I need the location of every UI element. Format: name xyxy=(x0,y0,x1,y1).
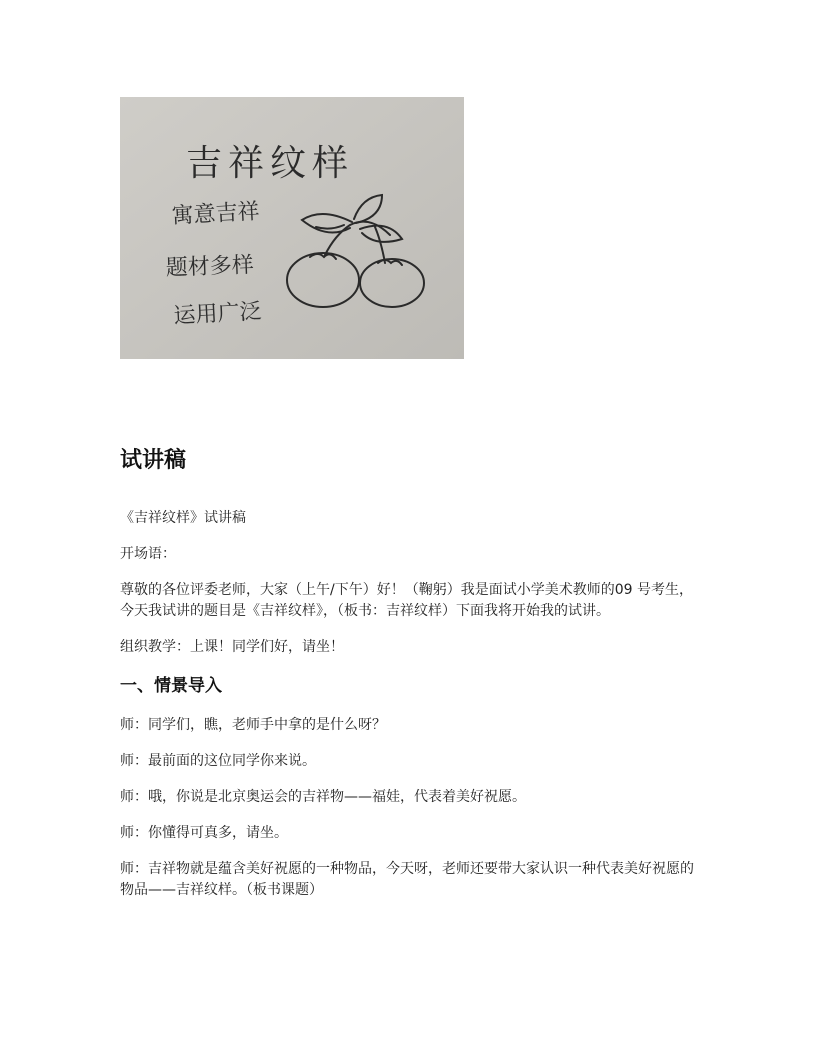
document-title: 试讲稿 xyxy=(120,448,187,473)
organize-teaching-text: 组织教学：上课！同学们好，请坐！ xyxy=(120,639,344,655)
dialogue-line: 师：最前面的这位同学你来说。 xyxy=(120,753,316,769)
document-subtitle: 《吉祥纹样》试讲稿 xyxy=(120,510,246,526)
opening-label: 开场语： xyxy=(120,546,176,562)
opening-text: 尊敬的各位评委老师，大家（上午/下午）好！（鞠躬）我是面试小学美术教师的09 号考生，今天我试讲的题目是《吉祥纹样》，（板书：吉祥纹样）下面我将开始我的试讲。 xyxy=(120,582,693,619)
sketch-line-1: 寓意吉祥 xyxy=(171,199,261,229)
blackboard-sketch-image xyxy=(120,97,464,359)
sketch-line-2: 题材多样 xyxy=(165,252,255,281)
dialogue-line: 师：哦，你说是北京奥运会的吉祥物——福娃，代表着美好祝愿。 xyxy=(120,789,526,805)
dialogue-line: 师：同学们，瞧，老师手中拿的是什么呀？ xyxy=(120,717,386,733)
sketch-line-3: 运用广泛 xyxy=(173,299,263,329)
lecture-script-content xyxy=(120,444,700,916)
section-heading-intro: 一、情景导入 xyxy=(120,676,222,696)
dialogue-line: 师：吉祥物就是蕴含美好祝愿的一种物品，今天呀，老师还要带大家认识一种代表美好祝愿的物品——吉祥纹样。（板书课题） xyxy=(120,861,694,898)
dialogue-line: 师：你懂得可真多，请坐。 xyxy=(120,825,288,841)
sketch-title-text: 吉祥纹样 xyxy=(186,143,355,184)
